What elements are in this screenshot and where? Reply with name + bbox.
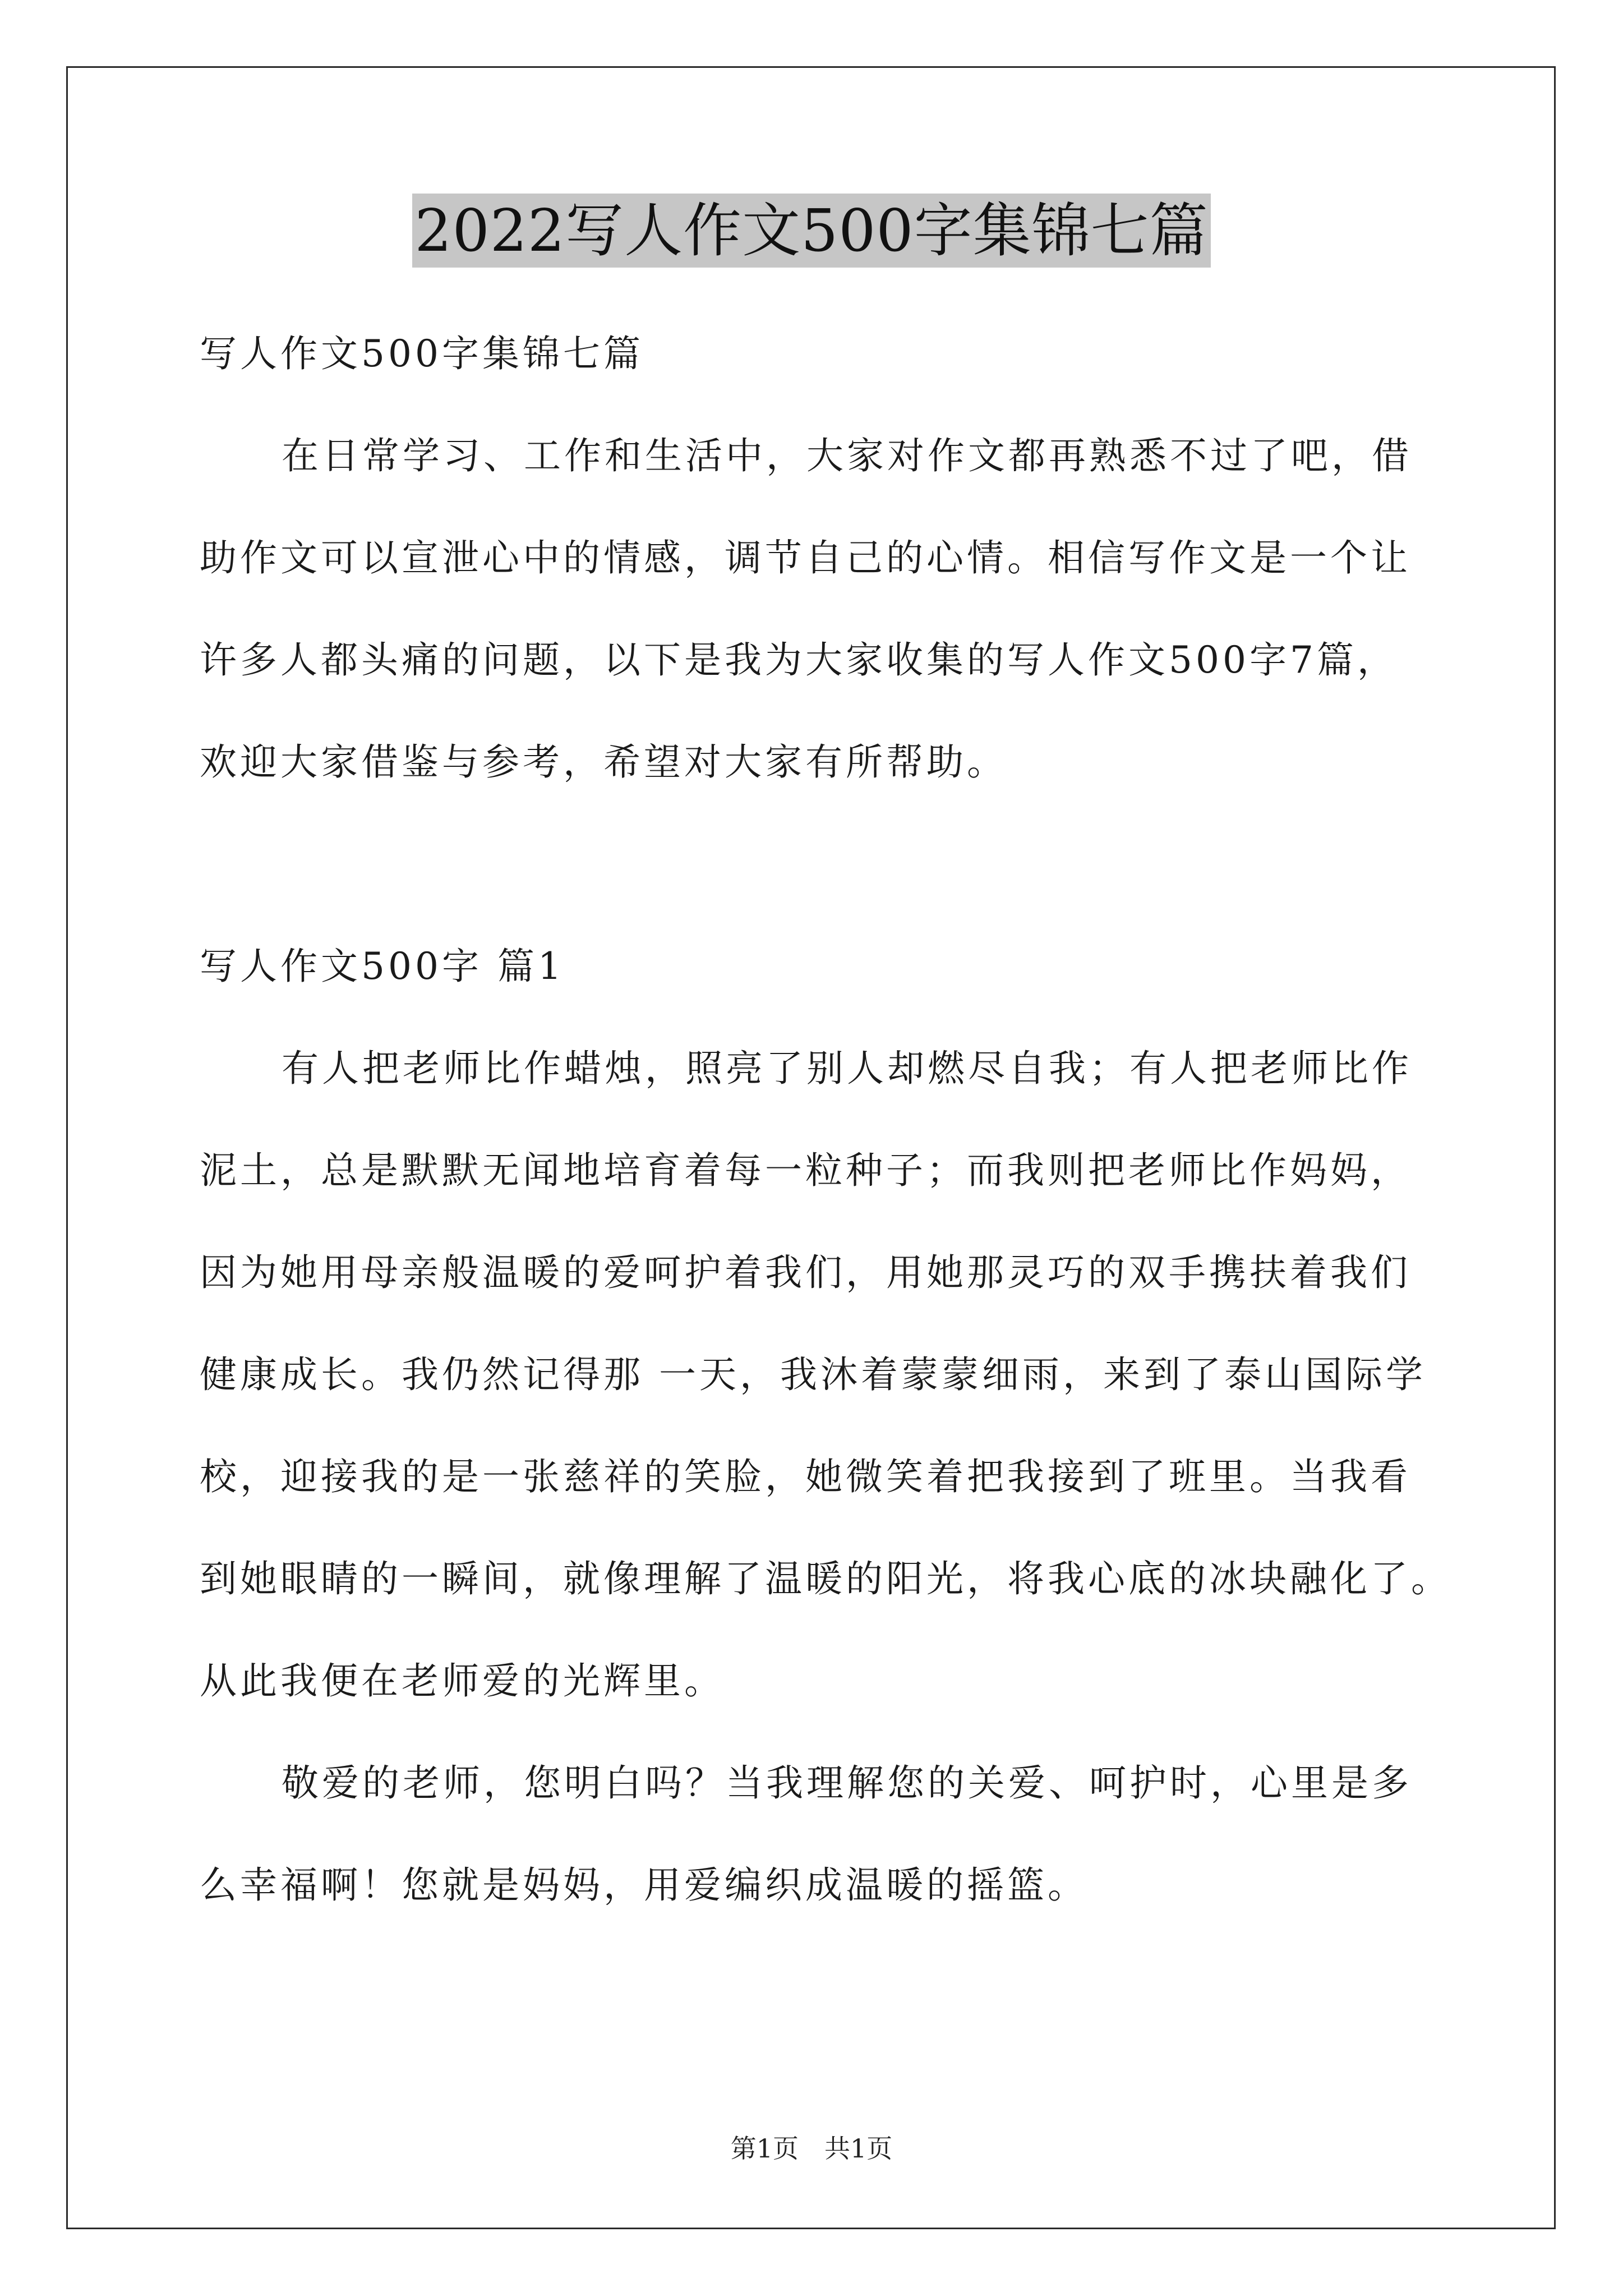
paragraph-line: 校，迎接我的是一张慈祥的笑脸，她微笑着把我接到了班里。当我看 bbox=[200, 1455, 1411, 1498]
paragraph-line: 么幸福啊！您就是妈妈，用爱编织成温暖的摇篮。 bbox=[200, 1864, 1088, 1907]
paragraph-line: 许多人都头痛的问题，以下是我为大家收集的写人作文500字7篇， bbox=[200, 638, 1398, 682]
paragraph-line: 健康成长。我仍然记得那 一天，我沐着蒙蒙细雨，来到了泰山国际学 bbox=[200, 1353, 1426, 1396]
document-body bbox=[200, 303, 1451, 1936]
paragraph-line: 在日常学习、工作和生活中，大家对作文都再熟悉不过了吧，借 bbox=[282, 434, 1412, 477]
section-heading: 写人作文500字 篇1 bbox=[200, 945, 565, 988]
title-container bbox=[0, 194, 1623, 268]
blank-line bbox=[200, 813, 1431, 915]
paragraph-line: 从此我便在老师爱的光辉里。 bbox=[200, 1659, 725, 1703]
page-footer: 第1页 共1页 bbox=[730, 2133, 893, 2164]
paragraph-line: 助作文可以宣泄心中的情感，调节自己的心情。相信写作文是一个让 bbox=[200, 536, 1411, 579]
paragraph-line: 因为她用母亲般温暖的爱呵护着我们，用她那灵巧的双手携扶着我们 bbox=[200, 1251, 1411, 1294]
paragraph-line: 敬爱的老师，您明白吗？当我理解您的关爱、呵护时，心里是多 bbox=[282, 1761, 1412, 1805]
paragraph-line: 泥土，总是默默无闻地培育着每一粒种子；而我则把老师比作妈妈， bbox=[200, 1149, 1411, 1192]
subtitle: 写人作文500字集锦七篇 bbox=[200, 332, 644, 375]
paragraph-line: 欢迎大家借鉴与参考，希望对大家有所帮助。 bbox=[200, 740, 1007, 784]
paragraph-line: 到她眼睛的一瞬间，就像理解了温暖的阳光，将我心底的冰块融化了。 bbox=[200, 1557, 1451, 1600]
document-title: 2022写人作文500字集锦七篇 bbox=[412, 194, 1210, 268]
paragraph-line: 有人把老师比作蜡烛，照亮了别人却燃尽自我；有人把老师比作 bbox=[282, 1047, 1412, 1090]
